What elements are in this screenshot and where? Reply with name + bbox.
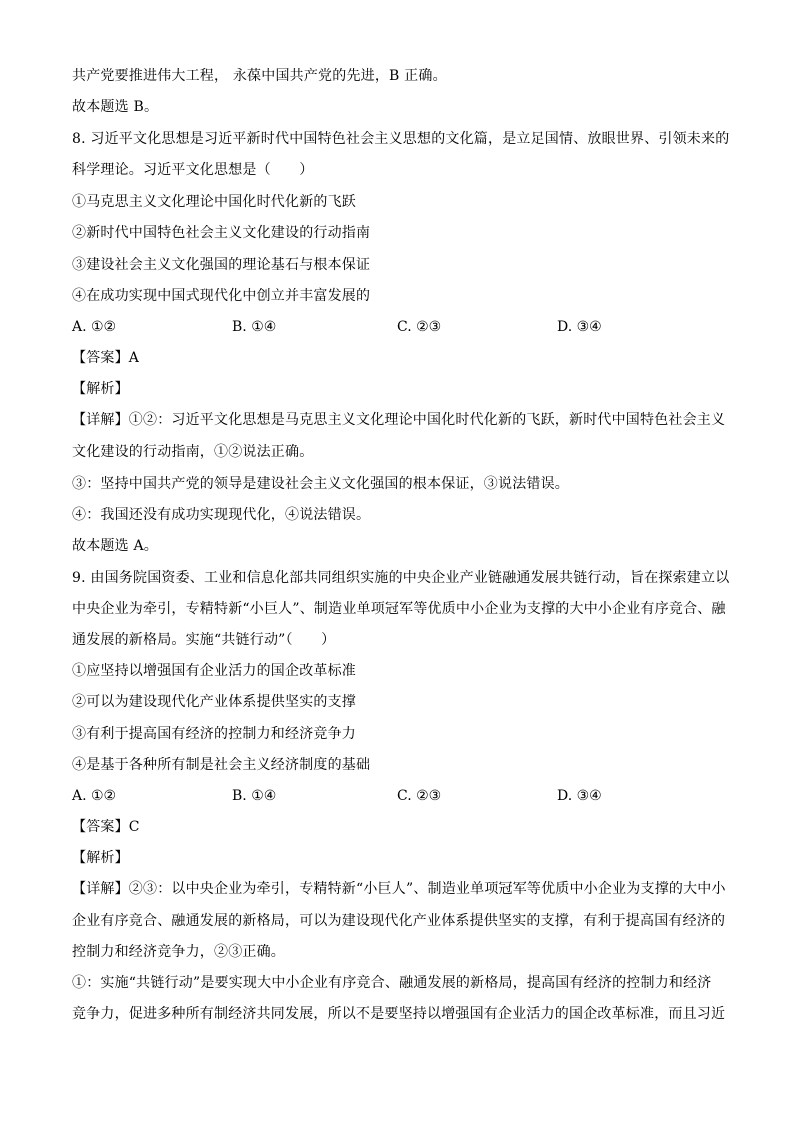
option-d: D. ③④ [557,319,602,335]
question-9-statement: ④是基于各种所有制是社会主义经济制度的基础 [72,757,371,773]
question-8-detail: ④：我国还没有成功实现现代化，④说法错误。 [72,507,371,523]
question-8-detail: 【详解】①②：习近平文化思想是马克思主义文化理论中国化时代化新的飞跃，新时代中国特色社会主义 [72,412,726,428]
question-9-statement: ③有利于提高国有经济的控制力和经济竞争力 [72,726,356,742]
question-9-detail: 企业有序竞合、融通发展的新格局，可以为建设现代化产业体系提供坚实的支撑，有利于提高国有经济的 [72,913,726,929]
intro-line: 故本题选 B。 [72,99,159,115]
option-c: C. ②③ [397,319,442,335]
question-9-statement: ②可以为建设现代化产业体系提供坚实的支撑 [72,694,356,710]
question-8-statement: ③建设社会主义文化强国的理论基石与根本保证 [72,257,371,273]
option-a: A. ①② [72,319,117,335]
option-b: B. ①④ [232,788,277,804]
option-a: A. ①② [72,788,117,804]
question-8-stem: 8. 习近平文化思想是习近平新时代中国特色社会主义思想的文化篇，是立足国情、放眼世界、引领未来的 [72,131,730,147]
option-c: C. ②③ [397,788,442,804]
question-9-answer: 【答案】C [72,819,140,835]
question-9-detail: 【详解】②③：以中央企业为牵引，专精特新“小巨人”、制造业单项冠军等优质中小企业为支撑的大中小 [72,881,726,897]
question-9-detail: 控制力和经济竞争力，②③正确。 [72,944,285,960]
question-8-detail: 文化建设的行动指南，①②说法正确。 [72,444,314,460]
question-8-detail: 故本题选 A。 [72,538,158,554]
question-8-statement: ②新时代中国特色社会主义文化建设的行动指南 [72,225,371,241]
question-9-stem: 通发展的新格局。实施“共链行动”（ ） [72,632,336,648]
question-8-analysis-label: 【解析】 [72,381,129,397]
option-d: D. ③④ [557,788,602,804]
option-b: B. ①④ [232,319,277,335]
question-9-analysis-label: 【解析】 [72,850,129,866]
intro-line: 共产党要推进伟大工程， 永葆中国共产党的先进，B 正确。 [72,68,447,84]
question-8-statement: ④在成功实现中国式现代化中创立并丰富发展的 [72,288,371,304]
question-8-detail: ③：坚持中国共产党的领导是建设社会主义文化强国的根本保证，③说法错误。 [72,476,569,492]
question-8-answer: 【答案】A [72,350,140,366]
question-8-statement: ①马克思主义文化理论中国化时代化新的飞跃 [72,194,356,210]
question-9-stem: 9. 由国务院国资委、工业和信息化部共同组织实施的中央企业产业链融通发展共链行动，旨在探索建立以 [72,570,730,586]
question-9-detail: 竞争力，促进多种所有制经济共同发展，所以不是要坚持以增强国有企业活力的国企改革标准，而且习近 [72,1006,726,1022]
question-9-stem: 中央企业为牵引，专精特新“小巨人”、制造业单项冠军等优质中小企业为支撑的大中小企业有序竞合、融 [72,601,726,617]
question-9-statement: ①应坚持以增强国有企业活力的国企改革标准 [72,663,356,679]
question-9-detail: ①：实施“共链行动”是要实现大中小企业有序竞合、融通发展的新格局，提高国有经济的控制力和经济 [72,975,712,991]
question-8-stem: 科学理论。习近平文化思想是（ ） [72,162,314,178]
